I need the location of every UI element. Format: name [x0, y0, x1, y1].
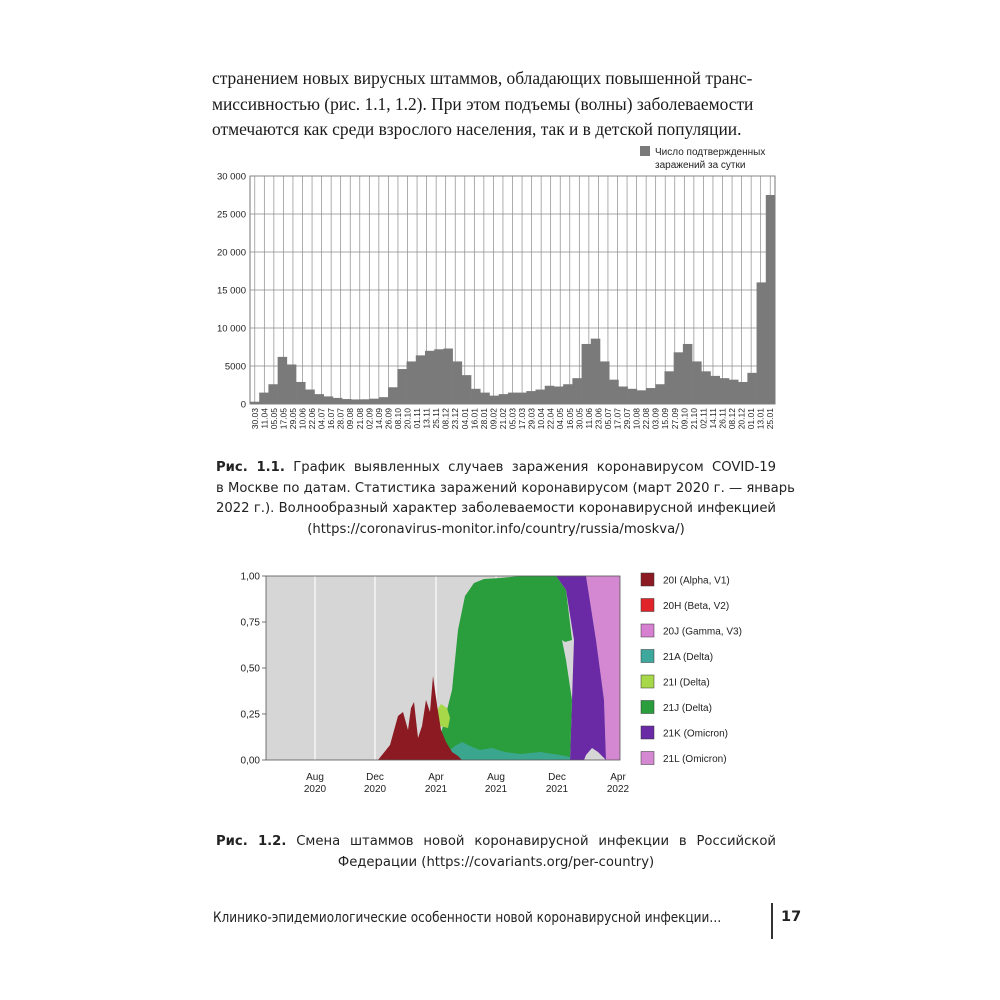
x-tick-label: 08.12 — [727, 408, 738, 430]
page-number: 17 — [781, 909, 802, 925]
figure-2-caption — [216, 832, 776, 873]
x-tick-label: 14.09 — [373, 408, 384, 430]
legend-label: 20J (Gamma, V3) — [663, 626, 742, 638]
legend-swatch — [641, 701, 654, 714]
y-tick-label: 20 000 — [216, 247, 246, 259]
x-tick-label: 26.11 — [717, 408, 728, 429]
x-tick-label: 20.12 — [736, 408, 747, 430]
caption-label: Рис. 1.2. — [216, 834, 287, 849]
x-tick-label: 21.08 — [354, 408, 365, 430]
x-tick-label: 11.06 — [583, 408, 594, 429]
legend-label: 21A (Delta) — [663, 652, 714, 663]
x-tick-label: 13.01 — [755, 408, 766, 430]
legend-label: 21I (Delta) — [663, 677, 710, 689]
x-tick-label: 23.06 — [593, 408, 604, 430]
x-tick-label: 08.12 — [440, 408, 451, 430]
x-tick-label: 09.10 — [679, 408, 690, 430]
x-tick-label: 02.09 — [364, 408, 375, 430]
x-tick-label: 02.11 — [698, 408, 709, 429]
x-tick-label: 04.07 — [316, 408, 327, 430]
x-tick-label: 30.05 — [574, 408, 585, 430]
x-tick-label: 22.06 — [307, 408, 318, 430]
x-tick-label: 15.09 — [660, 408, 671, 430]
x-tick-label: 2020 — [303, 784, 327, 795]
legend-label: 20I (Alpha, V1) — [663, 575, 730, 587]
x-tick-label: 25.01 — [765, 408, 776, 430]
x-tick-label: 21.10 — [688, 408, 699, 430]
y-tick-label: 25 000 — [216, 209, 246, 221]
figure-1-caption — [216, 458, 795, 540]
body-line: странением новых вирусных штаммов, обладающих повышенной транс- — [212, 68, 753, 88]
legend-label: 21J (Delta) — [663, 703, 712, 714]
x-tick-label: 2020 — [363, 784, 387, 795]
x-tick-label: 2021 — [545, 784, 569, 795]
legend-label: Число подтвержденных — [655, 147, 766, 158]
x-tick-label: 16.07 — [326, 408, 337, 430]
y-tick-label: 5000 — [224, 361, 246, 373]
legend-swatch — [641, 726, 654, 739]
caption-text: График выявленных случаев заражения коронавирусом COVID-19 — [293, 460, 776, 475]
caption-text: Смена штаммов новой коронавирусной инфекции в Российской — [296, 834, 776, 849]
x-tick-label: 04.05 — [555, 408, 566, 430]
x-tick-label: 01.11 — [412, 408, 423, 429]
x-tick-label: 08.10 — [392, 408, 403, 430]
legend-label: 21K (Omicron) — [663, 728, 729, 740]
legend-swatch — [641, 599, 654, 612]
x-tick-label: 14.11 — [707, 408, 718, 429]
x-tick-label: 05.05 — [268, 408, 279, 430]
x-tick-label: Dec — [366, 772, 384, 783]
y-tick-label: 30 000 — [216, 171, 246, 183]
x-tick-label: 05.07 — [602, 408, 613, 430]
x-tick-label: 03.09 — [650, 408, 661, 430]
x-tick-label: 29.07 — [622, 408, 633, 430]
x-tick-label: 10.04 — [536, 408, 547, 430]
x-tick-label: 10.08 — [631, 408, 642, 430]
x-tick-label: 29.03 — [526, 408, 537, 430]
x-tick-label: 16.05 — [564, 408, 575, 430]
body-line: миссивностью (рис. 1.1, 1.2). При этом подъемы (волны) заболеваемости — [212, 93, 754, 114]
x-tick-label: 17.03 — [517, 408, 528, 430]
x-tick-label: 13.11 — [421, 408, 432, 429]
x-tick-label: Apr — [428, 772, 444, 783]
x-tick-label: 2021 — [424, 784, 448, 795]
x-tick-label: 30.03 — [249, 408, 260, 430]
x-tick-label: 29.05 — [287, 408, 298, 430]
x-tick-label: 04.01 — [459, 408, 470, 430]
x-tick-label: 20.10 — [402, 408, 413, 430]
legend-label: 21L (Omicron) — [663, 754, 727, 765]
x-tick-label: 23.12 — [450, 408, 461, 430]
x-tick-label: 10.06 — [297, 408, 308, 430]
x-tick-label: 17.07 — [612, 408, 623, 430]
y-tick-label: 0,50 — [240, 663, 260, 675]
y-tick-label: 1,00 — [240, 571, 260, 583]
caption-source-link: Федерации (https://covariants.org/per-country) — [337, 854, 655, 870]
x-tick-label: 09.02 — [488, 407, 499, 430]
x-tick-label: 01.01 — [746, 408, 757, 430]
legend-swatch — [641, 573, 654, 586]
y-tick-label: 0 — [240, 399, 246, 411]
y-tick-label: 0,75 — [240, 617, 260, 629]
x-tick-label: 16.01 — [469, 408, 480, 430]
x-tick-label: 22.08 — [641, 408, 652, 430]
legend-label: заражений за сутки — [655, 160, 746, 171]
x-tick-label: 2022 — [606, 784, 630, 795]
x-tick-label: Apr — [610, 772, 626, 783]
running-title: Клинико-эпидемиологические особенности новой коронавирусной инфекции… — [213, 910, 722, 926]
x-tick-label: Aug — [306, 772, 324, 783]
x-tick-label: 05.03 — [507, 408, 518, 430]
legend-swatch — [641, 752, 654, 765]
x-tick-label: 2021 — [484, 784, 508, 795]
x-tick-label: 26.09 — [383, 408, 394, 430]
legend-label: 20H (Beta, V2) — [663, 601, 730, 612]
x-tick-label: 22.04 — [545, 408, 556, 430]
x-tick-label: 28.01 — [478, 408, 489, 430]
y-tick-label: 0,00 — [240, 755, 260, 767]
x-tick-label: 17.05 — [278, 408, 289, 430]
caption-text: 2022 г.). Волнообразный характер заболеваемости коронавирусной инфекцией — [216, 501, 776, 516]
caption-text: в Москве по датам. Статистика заражений коронавирусом (март 2020 г. — январь — [216, 480, 795, 496]
body-line: отмечаются как среди взрослого населения, так и в детской популяции. — [212, 119, 742, 139]
legend-swatch — [641, 650, 654, 663]
caption-source-link: (https://coronavirus-monitor.info/country/russia/moskva/) — [307, 521, 685, 537]
caption-label: Рис. 1.1. — [216, 460, 285, 475]
legend-swatch — [641, 624, 654, 637]
x-tick-label: Aug — [487, 772, 505, 783]
footer-divider — [771, 903, 773, 939]
x-tick-label: 21.02 — [497, 408, 508, 430]
x-tick-label: 09.08 — [345, 408, 356, 430]
x-tick-label: 28.07 — [335, 408, 346, 430]
y-tick-label: 15 000 — [216, 285, 246, 297]
y-tick-label: 0,25 — [240, 709, 260, 721]
legend-swatch — [641, 675, 654, 688]
x-tick-label: 11.04 — [259, 408, 270, 429]
x-tick-label: Dec — [548, 772, 566, 783]
x-tick-label: 25.11 — [431, 408, 442, 429]
x-tick-label: 27.09 — [669, 408, 680, 430]
y-tick-label: 10 000 — [216, 323, 246, 335]
